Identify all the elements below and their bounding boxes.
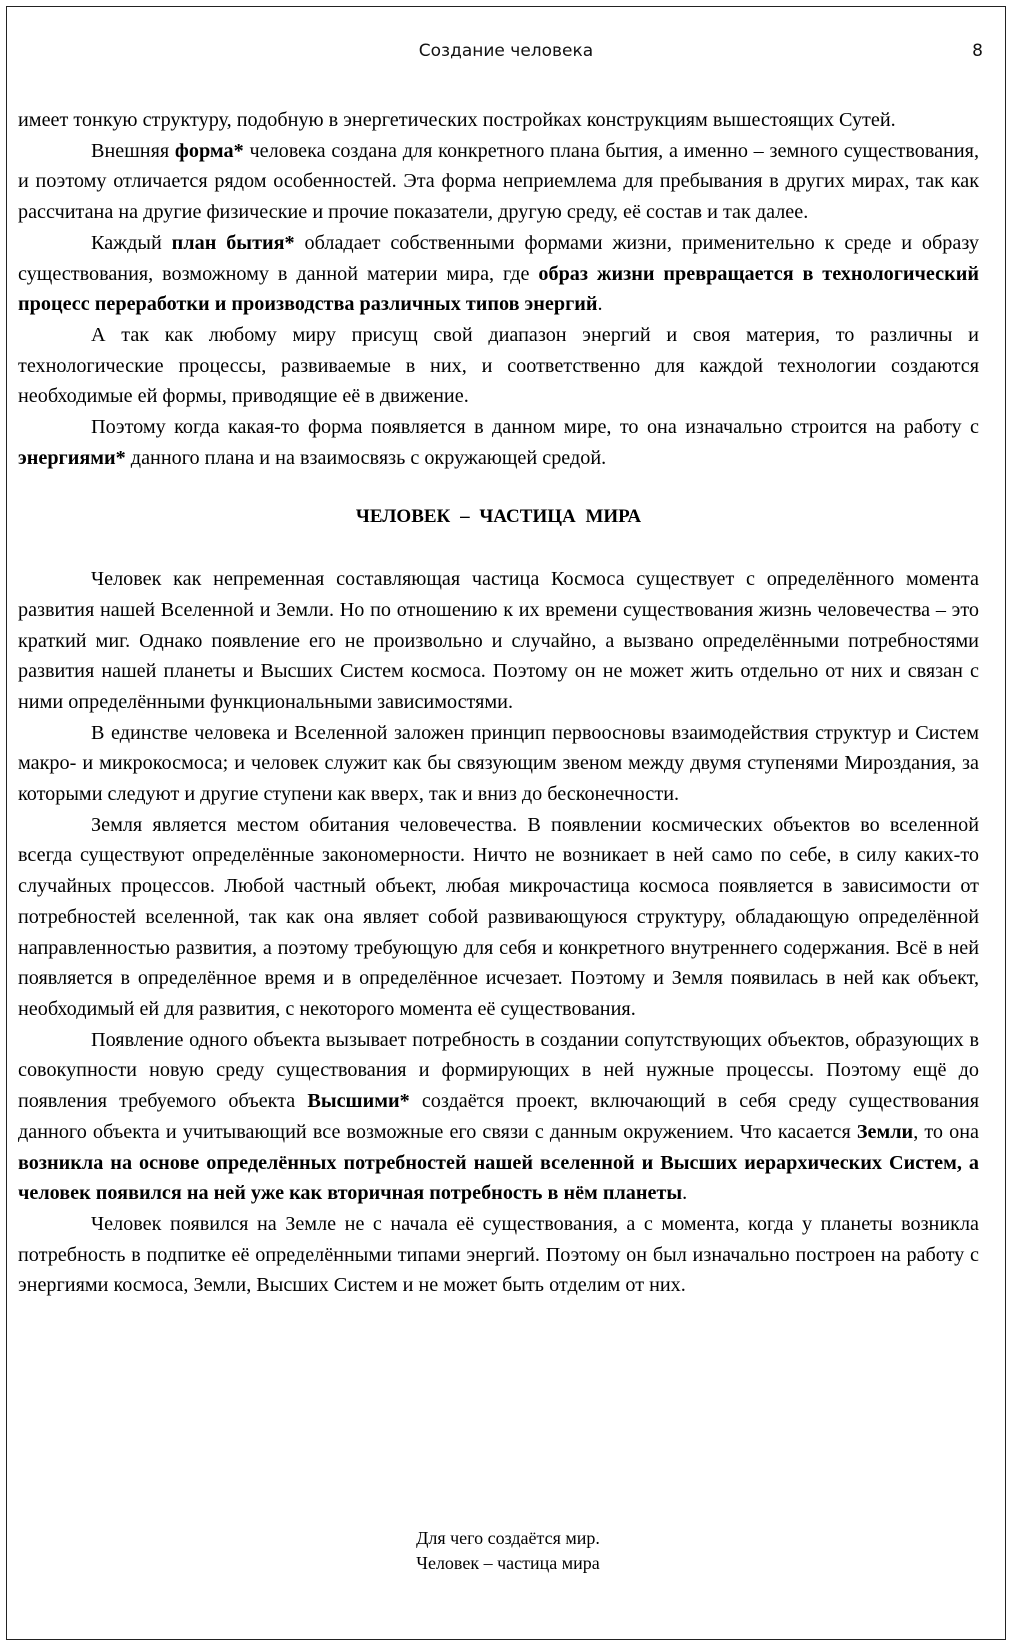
- bold-term: план бытия*: [171, 231, 295, 254]
- paragraph: Земля является местом обитания человечества. В появлении космических объектов во вселенной всегда существуют определённые закономерности. Ничто не возникает в ней само по себе, в силу каких-то случайных процессов. Любой частный объект, любая микрочастица космоса появляется в зависимости от потребностей вселенной, так как она являет собой развивающуюся структуру, обладающую определённой направленностью развития, а поэтому требующую для себя и конкретного внутреннего содержания. Всё в ней появляется в определённое время и в определённое исчезает. Поэтому и Земля появилась в ней как объект, необходимый ей для развития, с некоторого момента её существования.: [18, 813, 979, 1020]
- text-run: .: [682, 1182, 688, 1205]
- bold-term: форма*: [174, 139, 244, 162]
- paragraph: [18, 1025, 979, 1209]
- paragraph: [18, 412, 979, 473]
- paragraph: [18, 136, 979, 228]
- bold-term: Высшими*: [307, 1090, 410, 1113]
- body-text: [18, 105, 979, 1301]
- text-run: Внешняя: [91, 139, 175, 162]
- text-run: .: [597, 293, 603, 316]
- paragraph: Человек появился на Земле не с начала её существования, а с момента, когда у планеты возникла потребность в подпитке её определёнными типами энергий. Поэтому он был изначально построен на работу с энергиями космоса, Земли, Высших Систем и не может быть отделим от них.: [18, 1212, 979, 1297]
- text-run: , то она: [913, 1120, 979, 1143]
- paragraph: имеет тонкую структуру, подобную в энергетических постройках конструкциям вышестоящих Сутей.: [18, 109, 896, 131]
- paragraph: А так как любому миру присущ свой диапазон энергий и своя материя, то различны и технологические процессы, развиваемые в них, и соответственно для каждой технологии создаются необходимые ей формы, приводящие её в движение.: [18, 323, 979, 408]
- bold-term: Земли: [856, 1120, 914, 1143]
- text-run: Появление одного объекта вызывает потребность в создании сопутствующих объектов, образующих в совокупности новую среду существования и формирующих в ней нужные процессы. Поэтому ещё до появления требуемого объекта: [18, 1028, 979, 1113]
- bold-phrase: возникла на основе определённых потребностей нашей вселенной и Высших иерархических Систем, а человек появился на ней уже как вторичная потребность в нём планеты: [18, 1151, 979, 1205]
- paragraph: Человек как непременная составляющая частица Космоса существует с определённого момента развития нашей Вселенной и Земли. Но по отношению к их времени существования жизнь человечества – это краткий миг. Однако появление его не произвольно и случайно, а вызвано определёнными потребностями развития нашей планеты и Высших Систем космоса. Поэтому он не может жить отдельно от них и связан с ними определёнными функциональными зависимостями.: [18, 568, 979, 713]
- section-heading: ЧЕЛОВЕК – ЧАСТИЦА МИРА: [355, 506, 642, 528]
- paragraph: В единстве человека и Вселенной заложен принцип первоосновы взаимодействия структур и Систем макро- и микрокосмоса; и человек служит как бы связующим звеном между двумя ступенями Мироздания, за которыми следуют и другие ступени как вверх, так и вниз до бесконечности.: [18, 721, 979, 806]
- page-number: 8: [972, 41, 983, 61]
- text-run: Каждый: [91, 231, 172, 254]
- text-run: Поэтому когда какая-то форма появляется в данном мире, то она изначально строится на работу с: [91, 416, 979, 439]
- page-footer: [0, 1526, 1016, 1576]
- text-run: человека создана для конкретного плана бытия, а именно – земного существования, и поэтому отличается рядом особенностей. Эта форма неприемлема для пребывания в других мирах, так как рассчитана на другие физические и прочие показатели, другую среду, её состав и так далее.: [18, 139, 980, 224]
- footer-line: Для чего создаётся мир.: [416, 1528, 600, 1548]
- running-title: Создание человека: [418, 41, 594, 61]
- paragraph: [18, 228, 979, 320]
- text-run: данного плана и на взаимосвязь с окружающей средой.: [125, 446, 607, 469]
- text-run: обладает собственными формами жизни, применительно к среде и образу существования, возможному в данной материи мира, где: [18, 231, 979, 285]
- footer-line: Человек – частица мира: [416, 1553, 600, 1573]
- bold-term: энергиями*: [18, 446, 126, 469]
- text-run: создаётся проект, включающий в себя среду существования данного объекта и учитывающий все возможные его связи с данным окружением. Что касается: [18, 1090, 979, 1143]
- bold-phrase: образ жизни превращается в технологический процесс переработки и производства различных типов энергий: [18, 262, 979, 316]
